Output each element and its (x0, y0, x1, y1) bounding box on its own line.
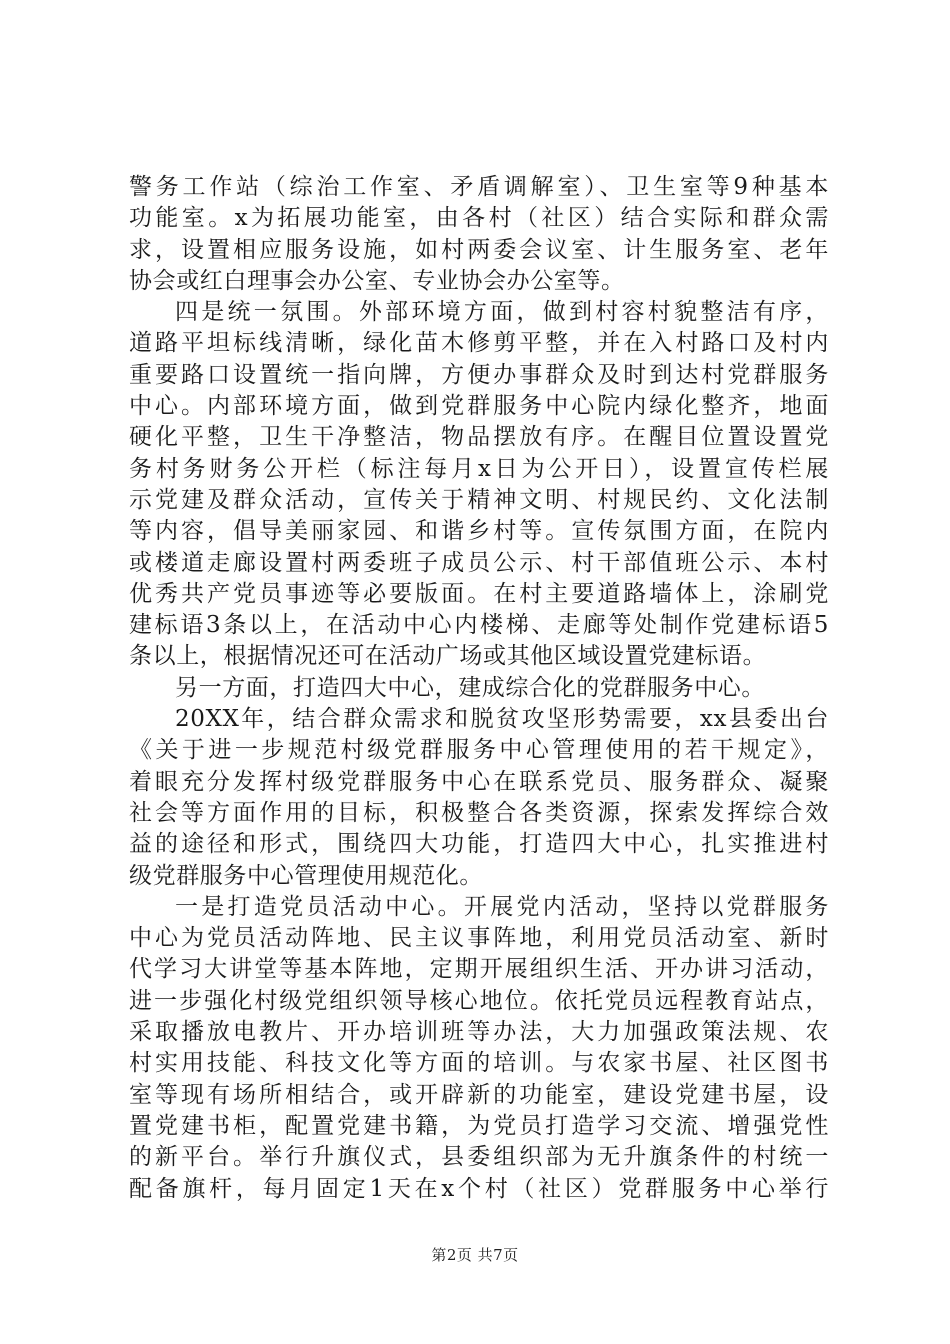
text-line: 另一方面，打造四大中心，建成综合化的党群服务中心。 (175, 674, 765, 701)
text-line: 示党建及群众活动，宣传关于精神文明、村规民约、文化法制 (129, 486, 829, 513)
text-line: 或楼道走廊设置村两委班子成员公示、村干部值班公示、本村 (129, 549, 829, 576)
text-line: 道路平坦标线清晰，绿化苗木修剪平整，并在入村路口及村内 (129, 330, 829, 357)
text-line: 的新平台。举行升旗仪式，县委组织部为无升旗条件的村统一 (129, 1144, 829, 1171)
text-line: 一是打造党员活动中心。开展党内活动，坚持以党群服务 (175, 893, 829, 920)
text-line: 条以上，根据情况还可在活动广场或其他区域设置党建标语。 (129, 643, 767, 670)
text-line: 四是统一氛围。外部环境方面，做到村容村貌整洁有序， (175, 299, 829, 326)
text-line: 益的途径和形式，围绕四大功能，打造四大中心，扎实推进村 (129, 831, 829, 858)
text-line: 警务工作站（综治工作室、矛盾调解室）、卫生室等9种基本 (129, 174, 829, 200)
text-line: 采取播放电教片、开办培训班等办法，大力加强政策法规、农 (129, 1019, 829, 1046)
text-line: 功能室。x为拓展功能室，由各村（社区）结合实际和群众需 (129, 205, 829, 232)
page-footer: 第2页 共7页 (431, 1246, 519, 1264)
text-line: 代学习大讲堂等基本阵地，定期开展组织生活、开办讲习活动， (129, 956, 829, 983)
text-line: 社会等方面作用的目标，积极整合各类资源，探索发挥综合效 (129, 799, 829, 826)
text-line: 中心。内部环境方面，做到党群服务中心院内绿化整齐，地面 (129, 393, 829, 420)
text-line: 硬化平整，卫生干净整洁，物品摆放有序。在醒目位置设置党 (129, 424, 829, 451)
text-line: 建标语3条以上，在活动中心内楼梯、走廊等处制作党建标语5 (129, 612, 829, 639)
text-line: 《关于进一步规范村级党群服务中心管理使用的若干规定》， (129, 737, 829, 764)
text-line: 求，设置相应服务设施，如村两委会议室、计生服务室、老年 (129, 236, 829, 263)
text-line: 级党群服务中心管理使用规范化。 (129, 862, 483, 889)
text-line: 协会或红白理事会办公室、专业协会办公室等。 (129, 267, 625, 294)
text-line: 务村务财务公开栏（标注每月x日为公开日），设置宣传栏展 (129, 455, 829, 482)
text-line: 置党建书柜，配置党建书籍，为党员打造学习交流、增强党性 (129, 1112, 829, 1139)
text-line: 着眼充分发挥村级党群服务中心在联系党员、服务群众、凝聚 (129, 768, 829, 795)
text-line: 村实用技能、科技文化等方面的培训。与农家书屋、社区图书 (129, 1050, 829, 1077)
text-line: 配备旗杆，每月固定1天在x个村（社区）党群服务中心举行 (129, 1175, 829, 1202)
text-line: 重要路口设置统一指向牌，方便办事群众及时到达村党群服务 (129, 361, 829, 388)
text-line: 20XX年，结合群众需求和脱贫攻坚形势需要，xx县委出台 (175, 706, 829, 733)
text-line: 优秀共产党员事迹等必要版面。在村主要道路墙体上，涂刷党 (129, 580, 829, 607)
text-line: 中心为党员活动阵地、民主议事阵地，利用党员活动室、新时 (129, 925, 829, 952)
text-line: 等内容，倡导美丽家园、和谐乡村等。宣传氛围方面，在院内 (129, 518, 829, 545)
body-text (129, 172, 829, 1205)
text-line: 进一步强化村级党组织领导核心地位。依托党员远程教育站点， (129, 987, 829, 1014)
text-line: 室等现有场所相结合，或开辟新的功能室，建设党建书屋，设 (129, 1081, 829, 1108)
